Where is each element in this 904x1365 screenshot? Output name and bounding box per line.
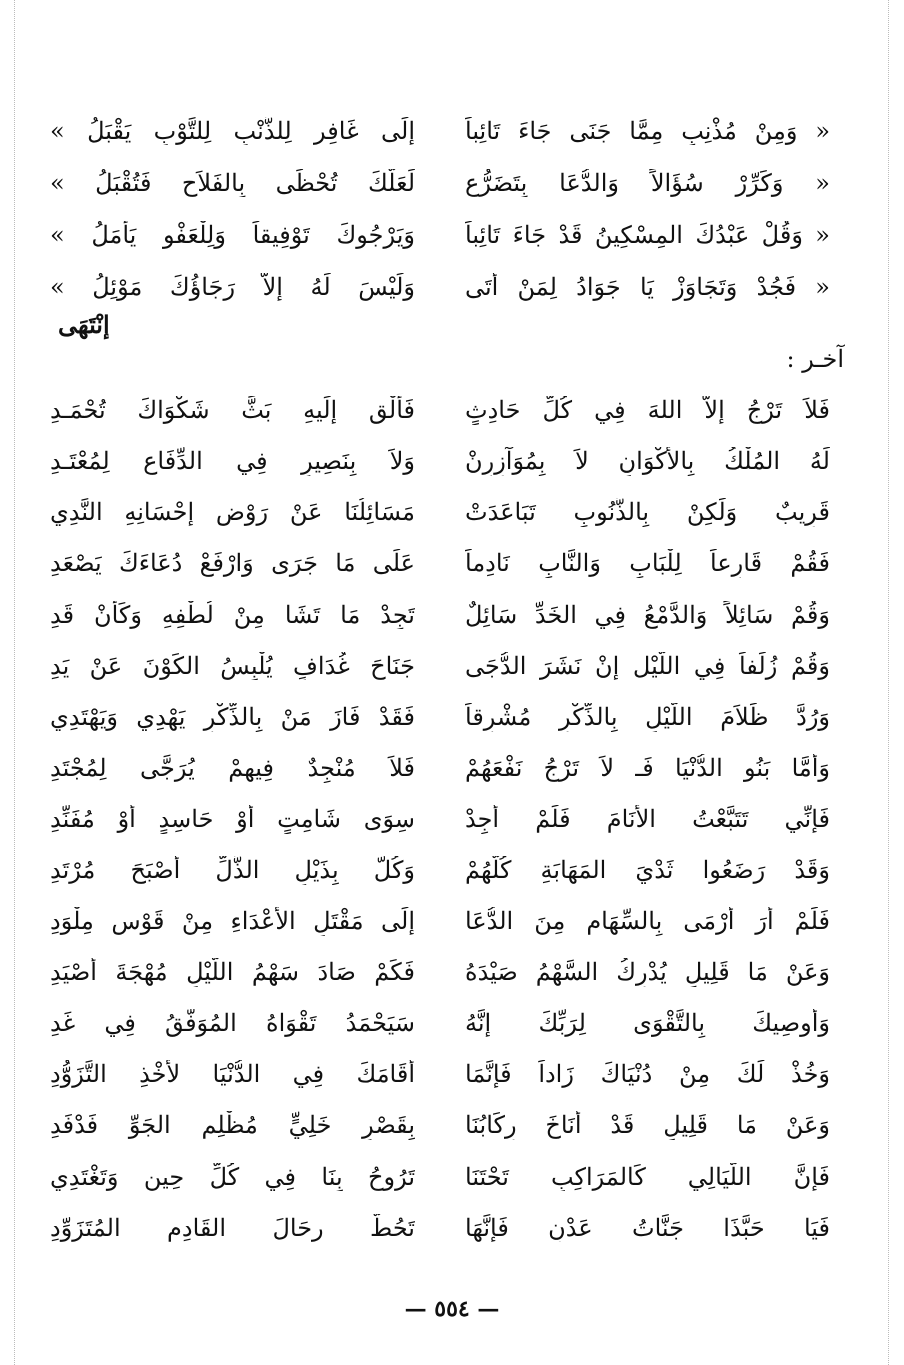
verse <box>50 589 830 640</box>
verse-second-hemistich: فَكَمْ صَادَ سَهْمُ اللَّيْلِ مُهْجَةَ أَصْيَدِ <box>50 958 415 987</box>
verse <box>50 385 830 436</box>
section-heading: آخـر : <box>786 345 844 373</box>
verse <box>50 538 830 589</box>
verse-second-hemistich: سَيَحْمَدُ تَقْوَاهُ المُوَفَّقُ فِي غَدِ <box>50 1009 415 1038</box>
verse <box>50 157 830 209</box>
top-verses <box>50 105 830 313</box>
verse-second-hemistich: تَجِدْ مَا تَشَا مِنْ لُطْفِهِ وَكَأَنْ قَدِ <box>50 600 415 629</box>
verse <box>50 1100 830 1151</box>
verse <box>50 998 830 1049</box>
verse-first-hemistich: « فَجُدْ وَتَجَاوَزْ يَا جَوَادُ لِمَنْ أَتَى <box>465 272 830 301</box>
verse-first-hemistich: فَيَا حَبَّذَا جَنَّاتُ عَدْنٍ فَإِنَّهَا <box>465 1213 830 1242</box>
verse-first-hemistich: وَقُمْ سَائِلاً وَالدَّمْعُ فِي الخَدِّ سَائِلٌ <box>465 600 830 629</box>
verse-first-hemistich: وَأُوصِيكَ بِالتَّقْوَى لِرَبِّكَ إِنَّهُ <box>465 1009 830 1038</box>
verse-first-hemistich: قَرِيبٌ وَلَكِنْ بِالذُّنُوبِ تَبَاعَدَتْ <box>465 498 830 527</box>
verse-second-hemistich: فَأَلْقِ إِلَيهِ بَثَّ شَكْوَاكَ تُحْمَـدِ <box>50 396 415 425</box>
verse <box>50 896 830 947</box>
verse-second-hemistich: تَرُوحُ بِنَا فِي كُلِّ حِينٍ وَتَغْتَدِي <box>50 1162 415 1191</box>
verse-second-hemistich: تَحُطُّ رِحَالَ القَادِمِ المُتَزَوِّدِ <box>50 1213 415 1242</box>
verse <box>50 487 830 538</box>
verse-second-hemistich: فَلاَ مُنْجِدٌ فِيهِمْ يُرَجَّى لِمُجْتَدِ <box>50 753 415 782</box>
verse-first-hemistich: وَقَدْ رَضَعُوا ثَدْيَ المَهَابَةِ كُلُّهُمْ <box>465 855 830 884</box>
verse <box>50 1049 830 1100</box>
verse-second-hemistich: وَلَيْسَ لَهُ إِلاَّ رَجَاؤُكَ مَوْئِلُ » <box>50 272 415 301</box>
verse <box>50 105 830 157</box>
verse-first-hemistich: وَأَمَّا بَنُو الدُّنْيَا فَـ لاَ تَرْجُ نَفْعَهُمْ <box>465 753 830 782</box>
verse-second-hemistich: إِلَى مَقْتَلِ الأَعْدَاءِ مِنْ قَوْسِ مِلْوَدِ <box>50 907 415 936</box>
verse-first-hemistich: وَعَنْ مَا قَلِيلٍ يُدْرِكُ السَّهْمُ صَيْدَهُ <box>465 958 830 987</box>
page-number: — ٥٥٤ — <box>404 1296 500 1322</box>
verse <box>50 1151 830 1202</box>
verse-first-hemistich: « وَكَرِّرْ سُؤَالاً وَالدُّعَا بِتَضَرُّعٍ <box>465 168 830 197</box>
verse-second-hemistich: لَعَلَّكَ تُحْظَى بِالفَلاَحِ فَتُقْبَلُ » <box>50 168 415 197</box>
verse-second-hemistich: سِوَى شَامِتٍ أَوْ حَاسِدٍ أَوْ مُفَنِّدِ <box>50 804 415 833</box>
verse-second-hemistich: إِلَى غَافِرٍ لِلذَّنْبِ لِلتَّوْبِ يَقْبَلُ » <box>50 116 415 145</box>
verse-first-hemistich: « وَقُلْ عَبْدُكَ المِسْكِينُ قَدْ جَاءَ تَائِباً <box>465 220 830 249</box>
verse-first-hemistich: وَرُدَّ ظَلاَمَ اللَّيْلِ بِالذِّكْرِ مُشْرِقاً <box>465 702 830 731</box>
verse-second-hemistich: مَسَائِلُنَا عَنْ رَوْضِ إِحْسَانِهِ النَّدِي <box>50 498 415 527</box>
verse-first-hemistich: وَعَنْ مَا قَلِيلٍ قَدْ أَنَاخَ رِكَابُنَا <box>465 1111 830 1140</box>
verse-first-hemistich: « وَمِنْ مُذْنِبٍ مِمَّا جَنَى جَاءَ تَائِباً <box>465 116 830 145</box>
verse-second-hemistich: أَقَامَكَ فِي الدُّنْيَا لأَخْذِ التَّزَوُّدِ <box>50 1060 415 1089</box>
verse <box>50 209 830 261</box>
verse-second-hemistich: فَقَدْ فَازَ مَنْ بِالذِّكْرِ يَهْدِي وَيَهْتَدِي <box>50 702 415 731</box>
verse-first-hemistich: فَإِنِّي تَتَبَّعْتُ الأَنَامَ فَلَمْ أَجِدْ <box>465 804 830 833</box>
verse-first-hemistich: وَقُمْ زُلَفاً فِي اللَّيْلِ إِنْ نَشَرَ الدُّجَى <box>465 651 830 680</box>
verse-first-hemistich: فَقُمْ قَارِعاً لِلْبَابِ وَالنَّابِ نَادِماً <box>465 549 830 578</box>
page-edge-right <box>888 0 889 1365</box>
verse <box>50 1203 830 1254</box>
verse-second-hemistich: بِقَصْرٍ خَلِيٍّ مُظْلِمِ الجَوِّ فَدْفَدِ <box>50 1111 415 1140</box>
verse-second-hemistich: وَلاَ بِنَصِيرٍ فِي الدِّفَاعِ لِمُعْتَـدِ <box>50 447 415 476</box>
verse-first-hemistich: فَإِنَّ اللَّيَالِي كَالمَرَاكِبِ تَحْتَنَا <box>465 1162 830 1191</box>
verse-second-hemistich: وَيَرْجُوكَ تَوْفِيقاً وَلِلْعَفْوِ يَأْمَلُ » <box>50 220 415 249</box>
verse <box>50 794 830 845</box>
verse-second-hemistich: وَكُلٌّ بِذَيْلِ الذُّلِّ أَصْبَحَ مُرْتَدِ <box>50 855 415 884</box>
poem-verses <box>50 385 830 1254</box>
verse-first-hemistich: فَلاَ تَرْجُ إِلاَّ اللهَ فِي كُلِّ حَادِثٍ <box>465 396 830 425</box>
end-marker: إنْتَهَى <box>58 310 110 339</box>
verse <box>50 261 830 313</box>
verse-first-hemistich: فَلَمْ أَرَ أَرْمَى بِالسِّهَامِ مِنَ الدُّعَا <box>465 907 830 936</box>
verse <box>50 743 830 794</box>
verse <box>50 845 830 896</box>
verse <box>50 947 830 998</box>
page-edge-left <box>14 0 15 1365</box>
verse <box>50 640 830 691</box>
verse-second-hemistich: جَنَاحَ غُدَافٍ يُلْبِسُ الكَوْنَ عَنْ يَدِ <box>50 651 415 680</box>
verse <box>50 692 830 743</box>
verse-first-hemistich: لَهُ المُلْكُ بِالأَكْوَانِ لاَ بِمُوَآزِرِنْ <box>465 447 830 476</box>
verse <box>50 436 830 487</box>
verse-second-hemistich: عَلَى مَا جَرَى وَارْفَعْ دُعَاءَكَ يَصْعَدِ <box>50 549 415 578</box>
verse-first-hemistich: وَخُذْ لَكَ مِنْ دُنْيَاكَ زَاداً فَإِنَّمَا <box>465 1060 830 1089</box>
